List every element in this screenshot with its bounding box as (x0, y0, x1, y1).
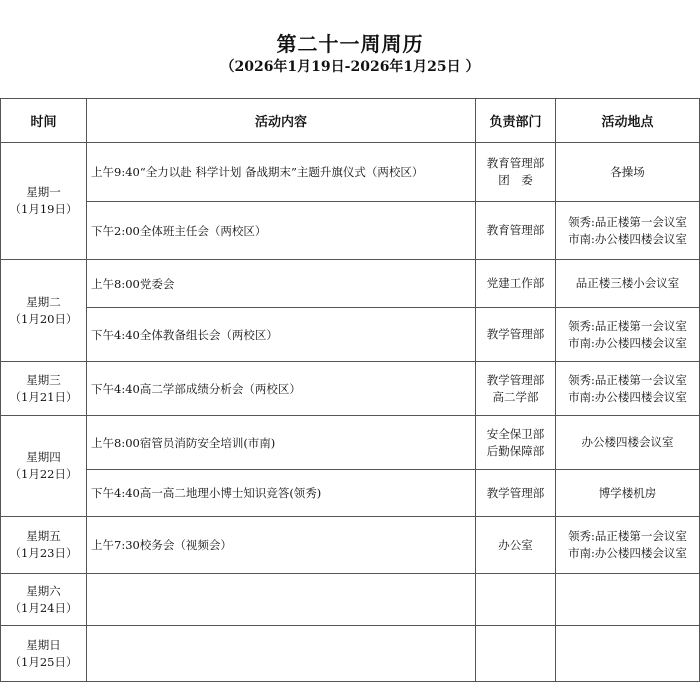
day-cell (1, 626, 87, 682)
day-cell (1, 517, 87, 574)
date-range-subtitle: （2026年1月19日-2026年1月25日 ） (220, 59, 480, 75)
location-line: 市南:办公楼四楼会议室 (568, 231, 687, 246)
day-cell (1, 362, 87, 416)
weekday-label: 星期三 (26, 372, 61, 387)
table-row (1, 308, 700, 362)
day-cell (1, 574, 87, 626)
location-line: 领秀:品正楼第一会议室 (568, 372, 687, 387)
date-label: （1月23日） (9, 546, 78, 560)
location-line: 领秀:品正楼第一会议室 (568, 318, 687, 333)
table-row (1, 626, 700, 682)
location-line: 各操场 (610, 164, 645, 179)
department-cell (476, 416, 556, 470)
location-line: 市南:办公楼四楼会议室 (568, 389, 687, 404)
date-label: （1月24日） (9, 600, 78, 615)
table-row (1, 470, 700, 517)
activity-content-cell: 上午9:40“全力以赴 科学计划 备战期末”主题升旗仪式（两校区） (87, 143, 476, 202)
date-label: （1月19日） (9, 202, 78, 216)
activity-content-cell (87, 626, 476, 682)
department-cell (476, 362, 556, 416)
column-header-content: 活动内容 (87, 99, 476, 143)
location-line: 博学楼机房 (598, 485, 657, 500)
column-header-time: 时间 (1, 99, 87, 143)
department-line: 后勤保障部 (486, 443, 545, 458)
department-line: 教学管理部 (486, 327, 545, 341)
activity-content-cell: 下午4:40高一高二地理小博士知识竞答(领秀) (87, 470, 476, 517)
department-line: 高二学部 (492, 389, 539, 404)
day-cell (1, 416, 87, 517)
table-header-row (1, 99, 700, 143)
page-title: 第二十一周周历 (276, 32, 424, 56)
table-row (1, 260, 700, 308)
column-header-department: 负责部门 (476, 99, 556, 143)
department-cell (476, 143, 556, 202)
weekday-label: 星期五 (26, 529, 61, 543)
activity-content-cell: 下午4:40全体教备组长会（两校区） (87, 308, 476, 362)
department-cell (476, 626, 556, 682)
location-cell (556, 308, 700, 362)
activity-content-cell (87, 574, 476, 626)
location-line: 领秀:品正楼第一会议室 (568, 529, 687, 543)
department-line: 教学管理部 (486, 372, 545, 387)
location-cell (556, 202, 700, 260)
activity-content-cell: 上午8:00党委会 (87, 260, 476, 308)
department-cell (476, 202, 556, 260)
weekday-label: 星期六 (26, 583, 61, 598)
table-row (1, 416, 700, 470)
date-label: （1月21日） (9, 389, 78, 404)
location-cell (556, 517, 700, 574)
schedule-table (0, 98, 700, 682)
location-line: 市南:办公楼四楼会议室 (568, 546, 687, 560)
location-cell (556, 362, 700, 416)
department-cell (476, 260, 556, 308)
department-cell (476, 517, 556, 574)
location-line: 领秀:品正楼第一会议室 (568, 214, 687, 229)
department-cell (476, 308, 556, 362)
weekday-label: 星期一 (26, 185, 61, 199)
department-cell (476, 470, 556, 517)
department-line: 教育管理部 (486, 156, 545, 170)
activity-content-cell: 下午4:40高二学部成绩分析会（两校区） (87, 362, 476, 416)
column-header-location: 活动地点 (556, 99, 700, 143)
department-cell (476, 574, 556, 626)
department-line: 团 委 (498, 173, 533, 187)
activity-content-cell: 上午8:00宿管员消防安全培训(市南) (87, 416, 476, 470)
department-line: 教学管理部 (486, 485, 545, 500)
weekday-label: 星期二 (26, 294, 61, 309)
location-cell (556, 143, 700, 202)
activity-content-cell: 下午2:00全体班主任会（两校区） (87, 202, 476, 260)
location-line: 市南:办公楼四楼会议室 (568, 335, 687, 350)
weekday-label: 星期日 (26, 637, 61, 652)
calendar-header (0, 0, 700, 98)
department-line: 党建工作部 (486, 276, 545, 290)
location-cell (556, 260, 700, 308)
location-cell (556, 626, 700, 682)
location-line: 品正楼三楼小会议室 (575, 276, 680, 290)
department-line: 教育管理部 (486, 223, 545, 237)
table-row (1, 517, 700, 574)
day-cell (1, 143, 87, 260)
table-row (1, 362, 700, 416)
department-line: 办公室 (498, 537, 533, 552)
location-cell (556, 470, 700, 517)
schedule-body (1, 143, 700, 682)
date-label: （1月25日） (9, 654, 78, 669)
table-row (1, 574, 700, 626)
date-label: （1月22日） (9, 467, 78, 481)
weekday-label: 星期四 (26, 450, 61, 464)
location-line: 办公楼四楼会议室 (581, 435, 674, 449)
day-cell (1, 260, 87, 362)
activity-content-cell: 上午7:30校务会（视频会） (87, 517, 476, 574)
table-row (1, 202, 700, 260)
location-cell (556, 416, 700, 470)
date-label: （1月20日） (9, 311, 78, 326)
department-line: 安全保卫部 (486, 426, 545, 441)
table-row (1, 143, 700, 202)
location-cell (556, 574, 700, 626)
